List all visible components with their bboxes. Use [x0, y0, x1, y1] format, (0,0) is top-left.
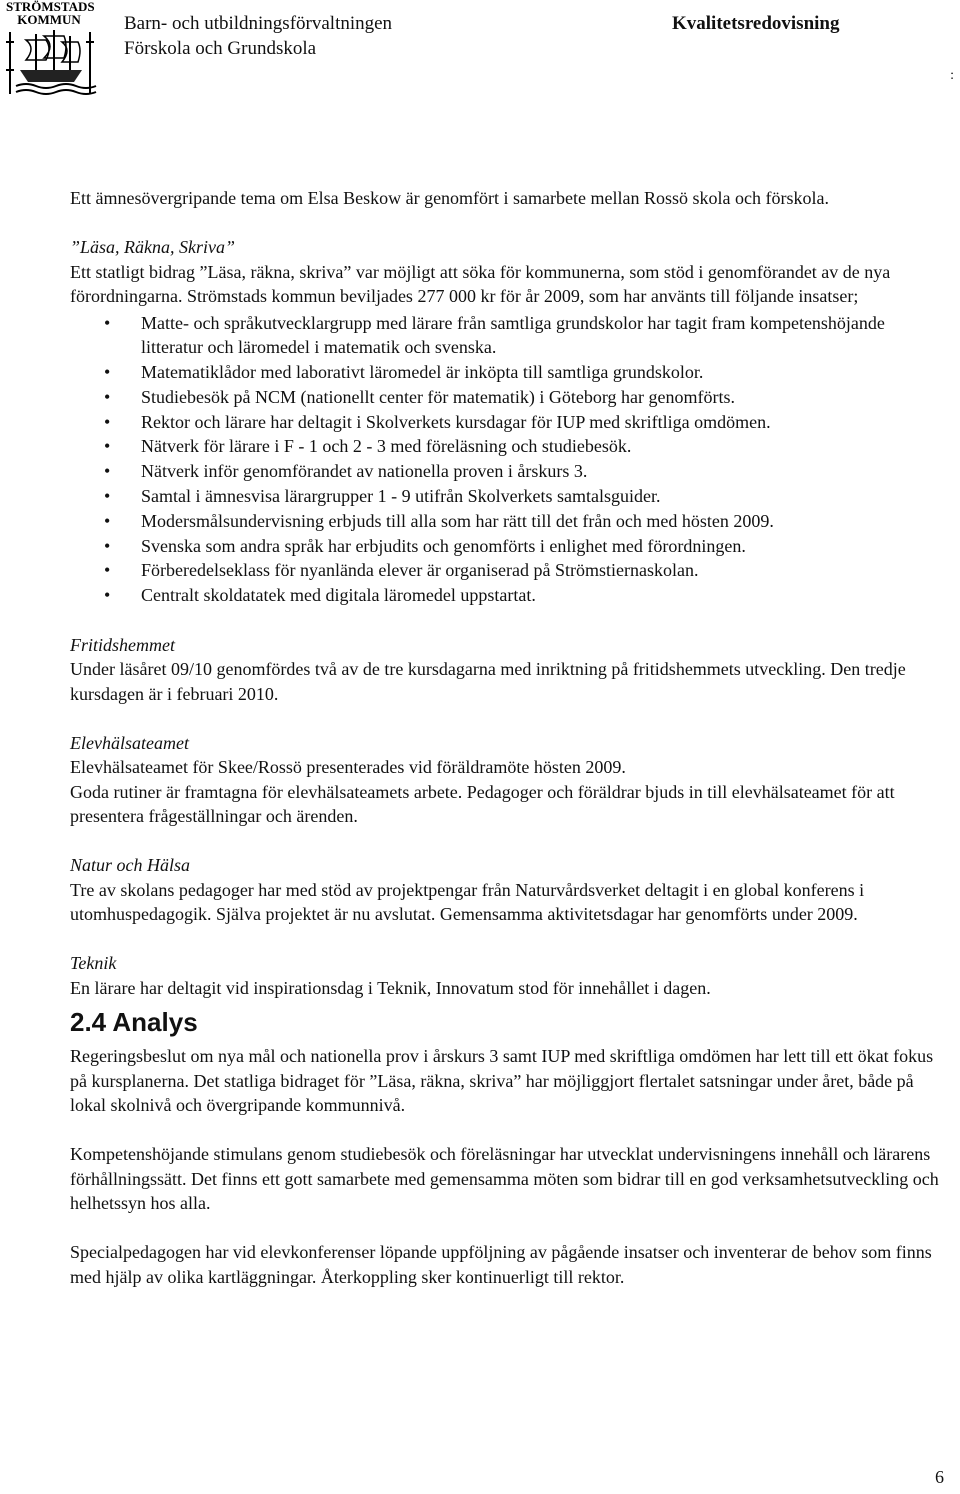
elevhalsateamet-line-2: Goda rutiner är framtagna för elevhälsateamets arbete. Pedagoger och föräldrar bjuds in till elevhälsateamet för att presentera frågeställningar och ärenden.	[70, 781, 895, 827]
list-item: • Samtal i ämnesvisa lärargrupper 1 - 9 utifrån Skolverkets samtalsguider.	[70, 484, 950, 509]
municipality-logo	[6, 0, 106, 98]
header-department: Barn- och utbildningsförvaltningen	[124, 13, 393, 34]
document-body	[70, 186, 950, 1289]
header-document-title: Kvalitetsredovisning	[672, 13, 840, 34]
list-item: • Rektor och lärare har deltagit i Skolverkets kursdagar för IUP med skriftliga omdömen.	[70, 410, 950, 435]
teknik-paragraph: En lärare har deltagit vid inspirationsdag i Teknik, Innovatum stod för innehållet i dagen.	[70, 977, 711, 998]
list-item: • Matematiklådor med laborativt läromedel är inköpta till samtliga grundskolor.	[70, 360, 950, 385]
section-heading-elevhalsateamet: Elevhälsateamet	[70, 732, 189, 753]
list-item: • Modersmålsundervisning erbjuds till alla som har rätt till det från och med hösten 2009.	[70, 509, 950, 534]
insatser-list	[70, 311, 950, 609]
analys-paragraph-2: Kompetenshöjande stimulans genom studiebesök och föreläsningar har utvecklat undervisningens innehåll och lärarens förhållningssätt. Det finns ett gott samarbete med gemensamma möten som bidrar till en god verksamhetsutveckling och helhetssyn hos alla.	[70, 1144, 939, 1214]
logo-line-2: KOMMUN	[17, 12, 81, 27]
header-subtitle: Förskola och Grundskola	[124, 38, 317, 59]
fritidshemmet-paragraph: Under läsåret 09/10 genomfördes två av de tre kursdagarna med inriktning på fritidshemmets utveckling. Den tredje kursdagen är i februari 2010.	[70, 659, 906, 704]
section-heading-fritidshemmet: Fritidshemmet	[70, 634, 175, 655]
section-heading-analys: 2.4 Analys	[70, 1007, 198, 1038]
list-item: • Studiebesök på NCM (nationellt center för matematik) i Göteborg har genomförts.	[70, 385, 950, 410]
page-number: 6	[935, 1467, 944, 1487]
ship-emblem-icon	[6, 26, 102, 98]
list-item: • Centralt skoldatatek med digitala läromedel uppstartat.	[70, 583, 950, 608]
section-heading-natur-och-halsa: Natur och Hälsa	[70, 855, 191, 876]
natur-och-halsa-paragraph: Tre av skolans pedagoger har med stöd av projektpengar från Naturvårdsverket deltagit i en global konferens i utomhuspedagogik. Själva projektet är nu avslutat. Gemensamma aktivitetsdagar har genomförts under 2009.	[70, 879, 865, 925]
section-heading-teknik: Teknik	[70, 953, 117, 974]
lasa-rakna-skriva-paragraph: Ett statligt bidrag ”Läsa, räkna, skriva” var möjligt att söka för kommunerna, som stöd i genomförandet av de nya förordningarna. Strömstads kommun beviljades 277 000 kr för år 2009, som har använts till följande insatser;	[70, 261, 891, 306]
logo-line-1: STRÖMSTADS	[6, 0, 95, 14]
list-item: • Svenska som andra språk har erbjudits och genomförts i enlighet med förordningen.	[70, 534, 950, 559]
list-item: • Nätverk inför genomförandet av nationella proven i årskurs 3.	[70, 459, 950, 484]
analys-paragraph-1: Regeringsbeslut om nya mål och nationella prov i årskurs 3 samt IUP med skriftliga omdömen har lett till ett ökat fokus på kursplanerna. Det statliga bidraget för ”Läsa, räkna, skriva” har möjliggjort flertalet satsningar under året, både på lokal skolnivå och övergripande kommunnivå.	[70, 1046, 934, 1116]
list-item: • Nätverk för lärare i F - 1 och 2 - 3 med föreläsning och studiebesök.	[70, 434, 950, 459]
list-item: • Förberedelseklass för nyanlända elever är organiserad på Strömstiernaskolan.	[70, 558, 950, 583]
header-colon: :	[950, 68, 954, 83]
analys-paragraph-3: Specialpedagogen har vid elevkonferenser löpande uppföljning av pågående insatser och inventerar de behov som finns med hjälp av olika kartläggningar. Återkoppling sker kontinuerligt till rektor.	[70, 1242, 932, 1287]
section-heading-lasa-rakna-skriva: ”Läsa, Räkna, Skriva”	[70, 237, 236, 257]
elevhalsateamet-line-1: Elevhälsateamet för Skee/Rossö presenterades vid föräldramöte hösten 2009.	[70, 757, 626, 778]
list-item: • Matte- och språkutvecklargrupp med lärare från samtliga grundskolor har tagit fram kompetenshöjande litteratur och läromedel i matematik och svenska.	[70, 311, 950, 361]
intro-paragraph: Ett ämnesövergripande tema om Elsa Beskow är genomfört i samarbete mellan Rossö skola och förskola.	[70, 188, 829, 208]
